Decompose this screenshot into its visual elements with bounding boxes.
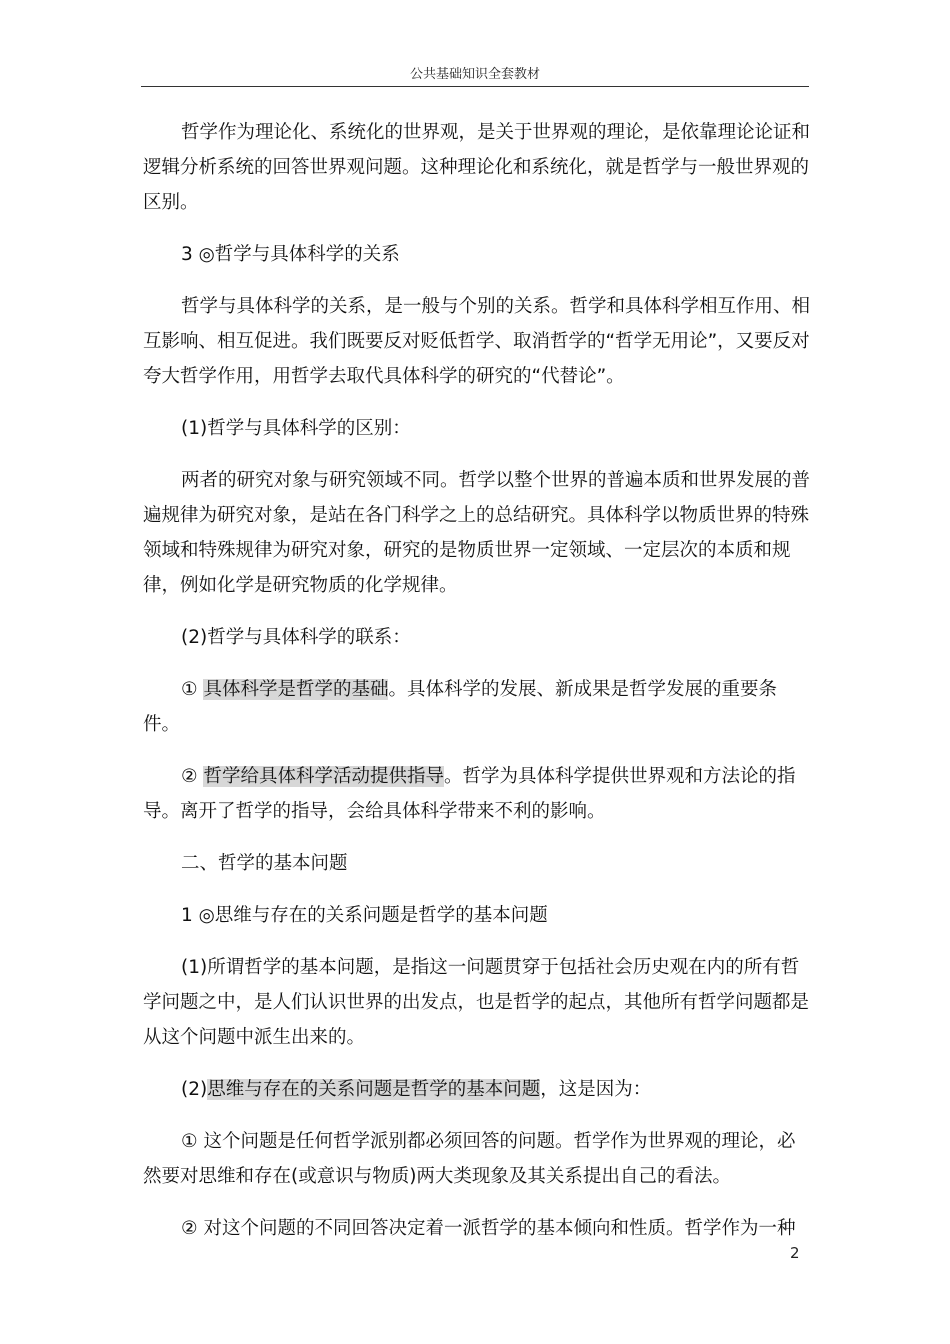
highlighted-text: 具体科学是哲学的基础 — [203, 679, 389, 700]
highlighted-text: 哲学给具体科学活动提供指导 — [203, 766, 444, 787]
section-heading-basic-question: 二、哲学的基本问题 — [181, 853, 348, 874]
highlighted-text: 思维与存在的关系问题是哲学的基本问题 — [207, 1079, 541, 1100]
paragraph-reason-one: ① 这个问题是任何哲学派别都必须回答的问题。哲学作为世界观的理论，必然要对思维和存在(或意识与物质)两大类现象及其关系提出自己的看法。 — [143, 1131, 796, 1187]
paragraph-reason-two: ② 对这个问题的不同回答决定着一派哲学的基本倾向和性质。哲学作为一种 — [181, 1218, 796, 1239]
document-body — [143, 115, 811, 1263]
subheading-difference: (1)哲学与具体科学的区别： — [181, 418, 411, 439]
paragraph-rest: ，这是因为： — [540, 1079, 652, 1100]
page-header: 公共基础知识全套教材 — [141, 64, 809, 87]
subheading-thinking-existence: 1 ◎思维与存在的关系问题是哲学的基本问题 — [181, 905, 548, 926]
paragraph-rest: 。具体科学的发展、新成果是哲学发展的重要条件。 — [143, 679, 777, 735]
list-marker: ① — [181, 679, 204, 700]
list-marker: ② — [181, 766, 204, 787]
paragraph-philosophy-guides-science — [143, 759, 811, 829]
paragraph-rest: 。哲学为具体科学提供世界观和方法论的指导。离开了哲学的指导，会给具体科学带来不利的影响。 — [143, 766, 796, 822]
section-heading-philosophy-science-relation: 3 ◎哲学与具体科学的关系 — [181, 244, 400, 265]
list-marker: (2) — [181, 1079, 208, 1100]
paragraph-general-individual-relation: 哲学与具体科学的关系，是一般与个别的关系。哲学和具体科学相互作用、相互影响、相互促进。我们既要反对贬低哲学、取消哲学的“哲学无用论”，又要反对夸大哲学作用，用哲学去取代具体科学的研究的“代替论”。 — [143, 296, 811, 387]
page-number: 2 — [790, 1244, 800, 1262]
paragraph-research-objects: 两者的研究对象与研究领域不同。哲学以整个世界的普遍本质和世界发展的普遍规律为研究对象，是站在各门科学之上的总结研究。具体科学以物质世界的特殊领域和特殊规律为研究对象，研究的是物质世界一定领域、一定层次的本质和规律，例如化学是研究物质的化学规律。 — [143, 470, 811, 596]
subheading-connection: (2)哲学与具体科学的联系： — [181, 627, 411, 648]
paragraph-worldview-theory: 哲学作为理论化、系统化的世界观，是关于世界观的理论，是依靠理论论证和逻辑分析系统的回答世界观问题。这种理论化和系统化，就是哲学与一般世界观的区别。 — [143, 122, 811, 213]
paragraph-science-is-foundation — [143, 672, 811, 742]
paragraph-basic-question-definition: (1)所谓哲学的基本问题，是指这一问题贯穿于包括社会历史观在内的所有哲学问题之中，是人们认识世界的出发点，也是哲学的起点，其他所有哲学问题都是从这个问题中派生出来的。 — [143, 957, 810, 1048]
paragraph-reason-heading — [143, 1072, 811, 1107]
